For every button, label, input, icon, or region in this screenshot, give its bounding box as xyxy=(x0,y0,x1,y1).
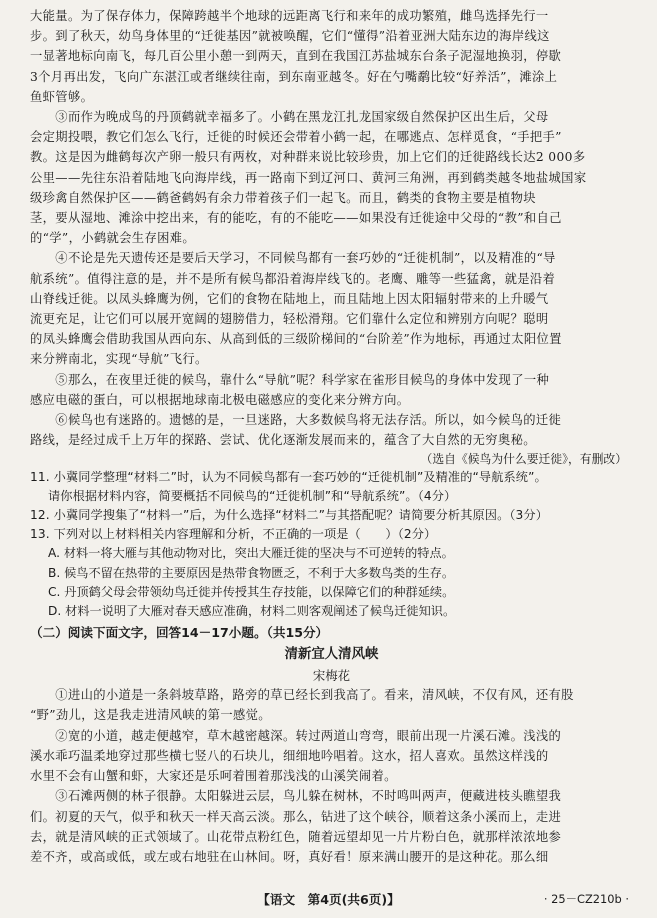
paragraph-line: ⑥候鸟也有迷路的。遗憾的是，一旦迷路，大多数候鸟将无法存活。所以，如今候鸟的迁徙 xyxy=(30,413,562,428)
paragraph-line: ③石滩两侧的林子很静。太阳躲进云层，鸟儿躲在树林，不时鸣叫两声，便藏进枝头瞧望我 xyxy=(30,789,562,804)
paragraph-line: 一显著地标向南飞，每几百公里小憩一到两天，直到在我国江苏盐城东台条子泥湿地换羽，停歇 xyxy=(30,49,562,64)
paragraph-line: “野”劲儿，这是我走进清风峡的第一感觉。 xyxy=(30,708,271,723)
paragraph-line: 山脊线迁徙。以凤头蜂鹰为例，它们的食物在陆地上，而且陆地上因太阳辐射带来的上升暖气 xyxy=(30,291,549,306)
paragraph-line: 们。初夏的天气，似乎和秋天一样天高云淡。那么，钻进了这个峡谷，顺着这条小溪而上，走进 xyxy=(30,809,562,824)
reading-material-two xyxy=(30,6,633,450)
option-line: A. 材料一将大雁与其他动物对比，突出大雁迁徙的坚决与不可逆转的特点。 xyxy=(48,546,454,561)
paragraph-line: 感应电磁的蛋白，可以根据地球南北极电磁感应的变化来分辨方向。 xyxy=(30,392,410,407)
paragraph-line: 来分辨南北，实现“导航”飞行。 xyxy=(30,352,208,367)
paragraph-line: 教。这是因为雌鹤每次产卵一般只有两枚，对种群来说比较珍贵，加上它们的迁徙路线长达2 000多 xyxy=(30,150,586,165)
essay-author: 宋梅花 xyxy=(312,668,351,684)
paragraph-line: 大能量。为了保存体力，保障跨越半个地球的远距离飞行和来年的成功繁殖，雌鸟选择先行一 xyxy=(30,9,549,23)
option-line: D. 材料一说明了大雁对春天感应准确，材料二则客观阐述了候鸟迁徙知识。 xyxy=(48,604,456,619)
paragraph-line: ③而作为晚成鸟的丹顶鹤就幸福多了。小鹤在黑龙江扎龙国家级自然保护区出生后，父母 xyxy=(30,110,549,125)
paragraph-line: 会定期投喂，教它们怎么飞行，迁徙的时候还会带着小鹤一起，在哪逃点、怎样觅食，“手把手” xyxy=(30,130,562,145)
question-line: 请你根据材料内容，简要概括不同候鸟的“迁徙机制”和“导航系统”。（4分） xyxy=(48,489,457,504)
paragraph-line: 差不齐，或高或低，或左或右地驻在山林间。呀，真好看！原来满山腰开的是这种花。那么细 xyxy=(30,849,549,864)
paragraph-line: 级珍禽自然保护区——鹤爸鹤妈有余力带着孩子们一起飞。而且，鹤类的食物主要是植物块 xyxy=(30,190,536,205)
section-heading: （二）阅读下面文字，回答14－17小题。（共15分） xyxy=(30,625,329,641)
page-number: 【语文 第4页(共6页)】 xyxy=(257,892,400,907)
paragraph-line: 水里不会有山蟹和虾，大家还是乐呵着围着那浅浅的山溪笑闹着。 xyxy=(30,769,397,784)
paper-code: · 25－CZ210b · xyxy=(543,892,629,906)
paragraph-line: 步。到了秋天，幼鸟身体里的“迁徙基因”就被唤醒，它们“懂得”沿着亚洲大陆东边的海岸线这 xyxy=(30,29,550,44)
paragraph-line: 鱼虾管够。 xyxy=(30,89,94,104)
essay-body xyxy=(30,685,633,867)
paragraph-line: ②宽的小道，越走便越窄，草木越密越深。转过两道山弯弯，眼前出现一片溪石滩。浅浅的 xyxy=(30,728,562,743)
paragraph-line: 去，就是清风峡的正式领域了。山花带点粉红色，随着远望却见一片片粉白色，就那样浓浓地参 xyxy=(30,829,562,844)
paragraph-line: 航系统”。值得注意的是，并不是所有候鸟都沿着海岸线飞的。老鹰、雕等一些猛禽，就是沿着 xyxy=(30,271,556,286)
paragraph-line: 茎，要从湿地、滩涂中挖出来，有的能吃，有的不能吃——如果没有迁徙途中父母的“教”和自己 xyxy=(30,211,562,226)
source-note: （选自《候鸟为什么要迁徙》，有删改） xyxy=(420,452,627,467)
paragraph-line: 溪水乖巧温柔地穿过那些横七竖八的石块儿，细细地吟唱着。这水，招人喜欢。虽然这样浅的 xyxy=(30,748,549,763)
paragraph-line: 路线，是经过成千上万年的探路、尝试、优化逐渐发展而来的，蕴含了大自然的无穷奥秘。 xyxy=(30,433,536,448)
question-13: 13. 下列对以上材料相关内容理解和分析，不正确的一项是（ ）（2分） xyxy=(30,527,437,542)
paragraph-line: 3个月再出发，飞向广东湛江或者继续往南，到东南亚越冬。好在勺嘴鹬比较“好养活”，滩涂上 xyxy=(30,69,558,84)
paragraph-line: 的凤头蜂鹰会借助我国从西向东、从高到低的三级阶梯间的“台阶差”作为地标，再通过太阳位置 xyxy=(30,332,562,347)
paragraph-line: 的“学”，小鹤就会生存困难。 xyxy=(30,231,196,246)
question-13-options xyxy=(30,544,633,621)
question-11 xyxy=(30,468,633,506)
paragraph-line: ⑤那么，在夜里迁徙的候鸟，靠什么“导航”呢？科学家在雀形目候鸟的身体中发现了一种 xyxy=(30,372,550,387)
option-line: C. 丹顶鹤父母会带领幼鸟迁徙并传授其生存技能，以保障它们的种群延续。 xyxy=(48,584,455,599)
page-footer xyxy=(0,887,657,911)
paragraph-line: ①进山的小道是一条斜坡草路，路旁的草已经长到我高了。看来，清风峡，不仅有风，还有股 xyxy=(30,688,574,703)
essay-title: 清新宜人清风峡 xyxy=(284,647,379,663)
question-line: 11. 小冀同学整理“材料二”时，认为不同候鸟都有一套巧妙的“迁徙机制”及精准的“导航系统”。 xyxy=(30,470,547,485)
option-line: B. 候鸟不留在热带的主要原因是热带食物匮乏，不利于大多数鸟类的生存。 xyxy=(48,565,455,580)
paragraph-line: 公里——先往东沿着陆地飞向海岸线，再一路南下到辽河口、黄河三角洲，再到鹤类越冬地盐城国家 xyxy=(30,170,587,185)
paragraph-line: ④不论是先天遗传还是要后天学习，不同候鸟都有一套巧妙的“迁徙机制”，以及精准的“导 xyxy=(30,251,556,266)
question-12: 12. 小冀同学搜集了“材料一”后，为什么选择“材料二”与其搭配呢？请简要分析其原因。（3分） xyxy=(30,508,548,523)
paragraph-line: 流更充足，让它们可以展开宽阔的翅膀借力，轻松滑翔。它们靠什么定位和辨别方向呢？聪明 xyxy=(30,312,549,327)
